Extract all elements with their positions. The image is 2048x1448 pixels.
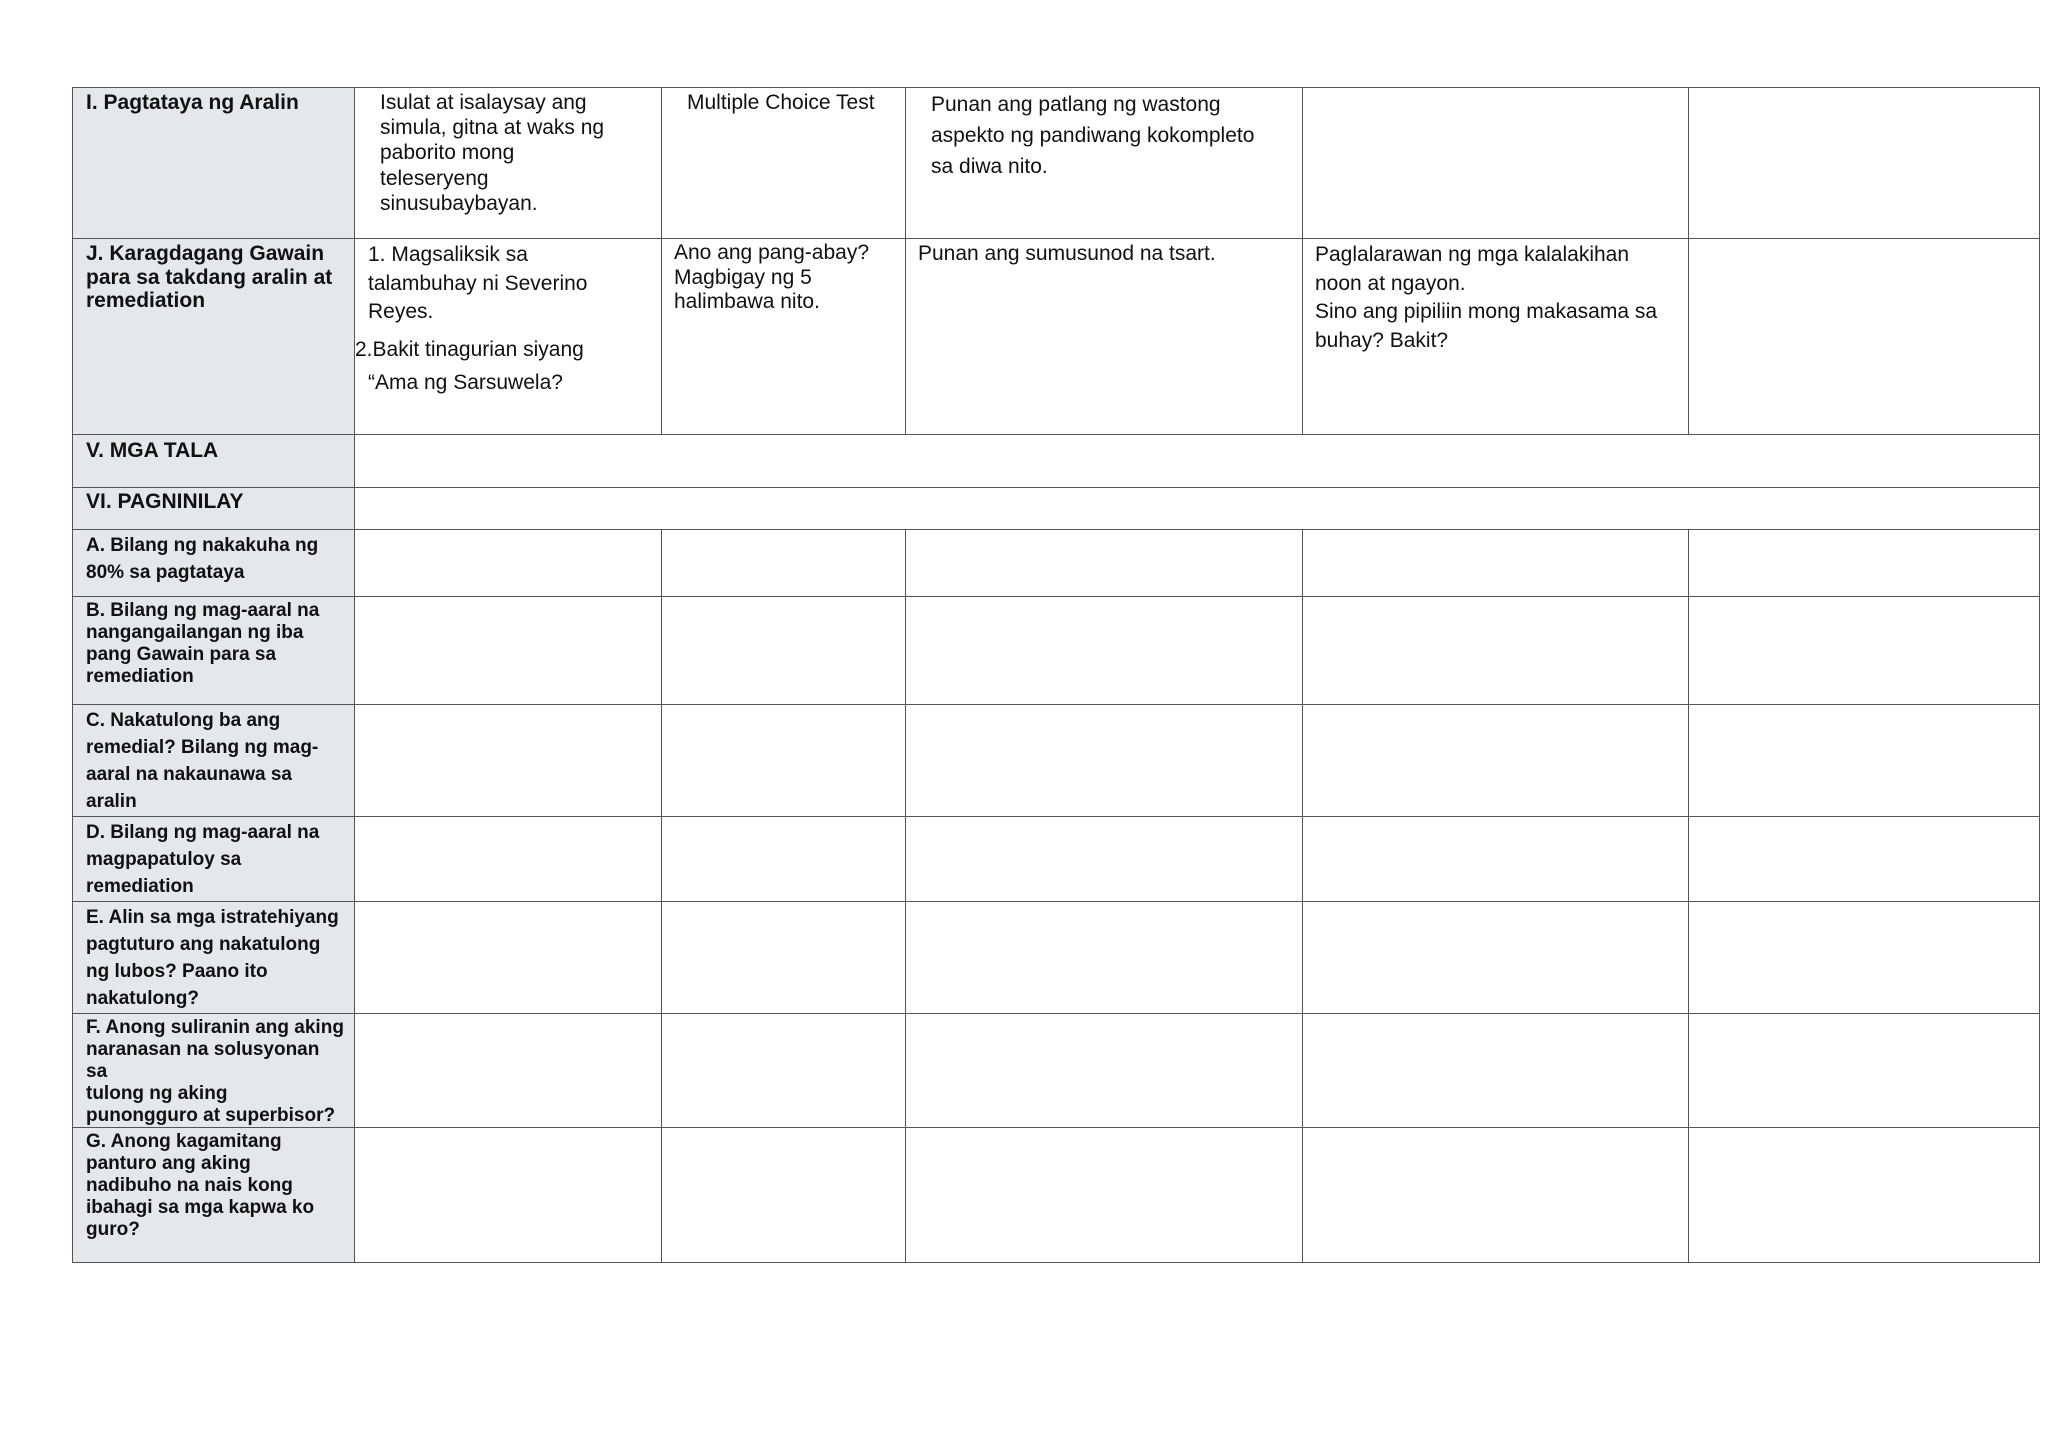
row-label-mga-tala <box>73 435 355 488</box>
cell-gawain-day5 <box>1689 239 2040 435</box>
label-text: I. Pagtataya ng Aralin <box>86 91 299 114</box>
cell-line: Ano ang pang-abay? <box>674 241 869 264</box>
cell-line: Punan ang patlang ng wastong <box>931 93 1221 116</box>
reflection-cell <box>906 530 1303 597</box>
label-line: tulong ng aking <box>86 1082 228 1104</box>
reflection-cell <box>906 1013 1303 1127</box>
reflection-cell <box>1303 1013 1689 1127</box>
reflection-cell <box>1689 705 2040 817</box>
reflection-cell <box>906 705 1303 817</box>
reflection-cell <box>355 901 662 1013</box>
cell-gawain-day4 <box>1303 239 1689 435</box>
label-line: magpapatuloy sa <box>86 848 242 870</box>
row-label-pagninilay <box>73 488 355 530</box>
label-line: remediation <box>86 875 194 897</box>
label-line: pagtuturo ang nakatulong <box>86 933 321 955</box>
reflection-cell <box>1303 597 1689 705</box>
cell-line: simula, gitna at waks ng <box>380 116 605 140</box>
label-line: D. Bilang ng mag-aaral na <box>86 821 320 843</box>
reflection-cell <box>906 1127 1303 1262</box>
label-line: remediation <box>86 289 206 313</box>
cell-line: paborito mong <box>380 141 515 165</box>
reflection-label-c <box>73 705 355 817</box>
row-label-karagdagang-gawain <box>73 239 355 435</box>
cell-pagtataya-day1 <box>355 88 662 239</box>
cell-line: teleseryeng <box>380 166 489 190</box>
cell-line: Reyes. <box>368 300 434 324</box>
reflection-cell <box>906 597 1303 705</box>
cell-gawain-day3 <box>906 239 1303 435</box>
row-karagdagang-gawain <box>73 239 2040 435</box>
label-line: J. Karagdagang Gawain <box>86 242 325 265</box>
cell-line: noon at ngayon. <box>1315 271 1466 295</box>
label-line: remediation <box>86 666 194 688</box>
label-line: punongguro at superbisor? <box>86 1104 336 1126</box>
label-line: nakatulong? <box>86 987 199 1009</box>
reflection-cell <box>355 597 662 705</box>
reflection-label-d <box>73 816 355 901</box>
reflection-cell <box>1303 816 1689 901</box>
label-line: guro? <box>86 1218 140 1240</box>
reflection-cell <box>355 1127 662 1262</box>
cell-line: aspekto ng pandiwang kokompleto <box>931 123 1255 147</box>
cell-line: “Ama ng Sarsuwela? <box>368 371 563 395</box>
label-line: nangangailangan ng iba <box>86 622 304 644</box>
row-pagninilay <box>73 488 2040 530</box>
label-line: A. Bilang ng nakakuha ng <box>86 535 319 556</box>
reflection-cell <box>1689 597 2040 705</box>
cell-pagtataya-day4 <box>1303 88 1689 239</box>
label-text: V. MGA TALA <box>86 439 219 462</box>
reflection-cell <box>1689 1127 2040 1262</box>
label-line: G. Anong kagamitang <box>86 1130 282 1152</box>
reflection-label-b <box>73 597 355 705</box>
cell-line: Sino ang pipiliin mong makasama sa <box>1315 300 1658 324</box>
lesson-plan-table <box>72 87 2040 1263</box>
reflection-label-f <box>73 1013 355 1127</box>
reflection-row <box>73 597 2040 705</box>
label-line: panturo ang aking <box>86 1152 251 1174</box>
label-line: C. Nakatulong ba ang <box>86 710 281 731</box>
cell-pagtataya-day3 <box>906 88 1303 239</box>
cell-line: 2.Bakit tinagurian siyang <box>355 337 584 361</box>
label-line: ng lubos? Paano ito <box>86 960 268 982</box>
gawain-item-2 <box>355 333 655 400</box>
cell-gawain-day1 <box>355 239 662 435</box>
label-line: remedial? Bilang ng mag- <box>86 736 319 758</box>
reflection-cell <box>662 705 906 817</box>
reflection-cell <box>662 530 906 597</box>
reflection-label-a <box>73 530 355 597</box>
reflection-cell <box>662 597 906 705</box>
label-line: F. Anong suliranin ang aking <box>86 1016 344 1038</box>
reflection-row <box>73 1127 2040 1262</box>
cell-gawain-day2 <box>662 239 906 435</box>
cell-pagtataya-day2 <box>662 88 906 239</box>
cell-pagninilay <box>355 488 2040 530</box>
label-line: aralin <box>86 790 137 812</box>
reflection-cell <box>355 1013 662 1127</box>
reflection-cell <box>1303 901 1689 1013</box>
reflection-cell <box>906 901 1303 1013</box>
row-pagtataya <box>73 88 2040 239</box>
cell-line: Paglalarawan ng mga kalalakihan <box>1315 243 1630 266</box>
reflection-row <box>73 1013 2040 1127</box>
cell-line: Isulat at isalaysay ang <box>380 91 587 114</box>
cell-line: sinusubaybayan. <box>380 191 538 215</box>
cell-line: Magbigay ng 5 <box>674 265 812 289</box>
reflection-cell <box>1303 1127 1689 1262</box>
reflection-cell <box>906 816 1303 901</box>
row-mga-tala <box>73 435 2040 488</box>
reflection-cell <box>1689 1013 2040 1127</box>
reflection-label-e <box>73 901 355 1013</box>
label-line: nadibuho na nais kong <box>86 1174 293 1196</box>
reflection-cell <box>662 1013 906 1127</box>
cell-line: Multiple Choice Test <box>687 91 875 114</box>
label-line: B. Bilang ng mag-aaral na <box>86 600 320 621</box>
reflection-cell <box>1303 530 1689 597</box>
label-text: VI. PAGNINILAY <box>86 490 244 513</box>
label-line: 80% sa pagtataya <box>86 561 245 583</box>
cell-line: sa diwa nito. <box>931 154 1048 178</box>
reflection-row <box>73 705 2040 817</box>
reflection-cell <box>662 901 906 1013</box>
reflection-cell <box>1689 530 2040 597</box>
label-line: E. Alin sa mga istratehiyang <box>86 906 339 928</box>
cell-line: Punan ang sumusunod na tsart. <box>918 242 1216 265</box>
reflection-cell <box>662 816 906 901</box>
reflection-cell <box>662 1127 906 1262</box>
cell-line: talambuhay ni Severino <box>368 271 588 295</box>
reflection-cell <box>1689 901 2040 1013</box>
reflection-cell <box>1689 816 2040 901</box>
label-line: ibahagi sa mga kapwa ko <box>86 1196 315 1218</box>
label-line: pang Gawain para sa <box>86 644 277 666</box>
reflection-label-g <box>73 1127 355 1262</box>
reflection-cell <box>355 816 662 901</box>
cell-line: 1. Magsaliksik sa <box>368 243 528 266</box>
cell-line: halimbawa nito. <box>674 290 820 314</box>
reflection-row <box>73 816 2040 901</box>
label-line: para sa takdang aralin at <box>86 265 333 289</box>
label-line: aaral na nakaunawa sa <box>86 763 292 785</box>
reflection-row <box>73 530 2040 597</box>
cell-mga-tala <box>355 435 2040 488</box>
reflection-cell <box>1303 705 1689 817</box>
cell-pagtataya-day5 <box>1689 88 2040 239</box>
reflection-cell <box>355 705 662 817</box>
gawain-item-1 <box>355 241 655 327</box>
reflection-row <box>73 901 2040 1013</box>
label-line: naranasan na solusyonan sa <box>86 1038 320 1082</box>
cell-line: buhay? Bakit? <box>1315 328 1449 352</box>
row-label-pagtataya <box>73 88 355 239</box>
reflection-cell <box>355 530 662 597</box>
